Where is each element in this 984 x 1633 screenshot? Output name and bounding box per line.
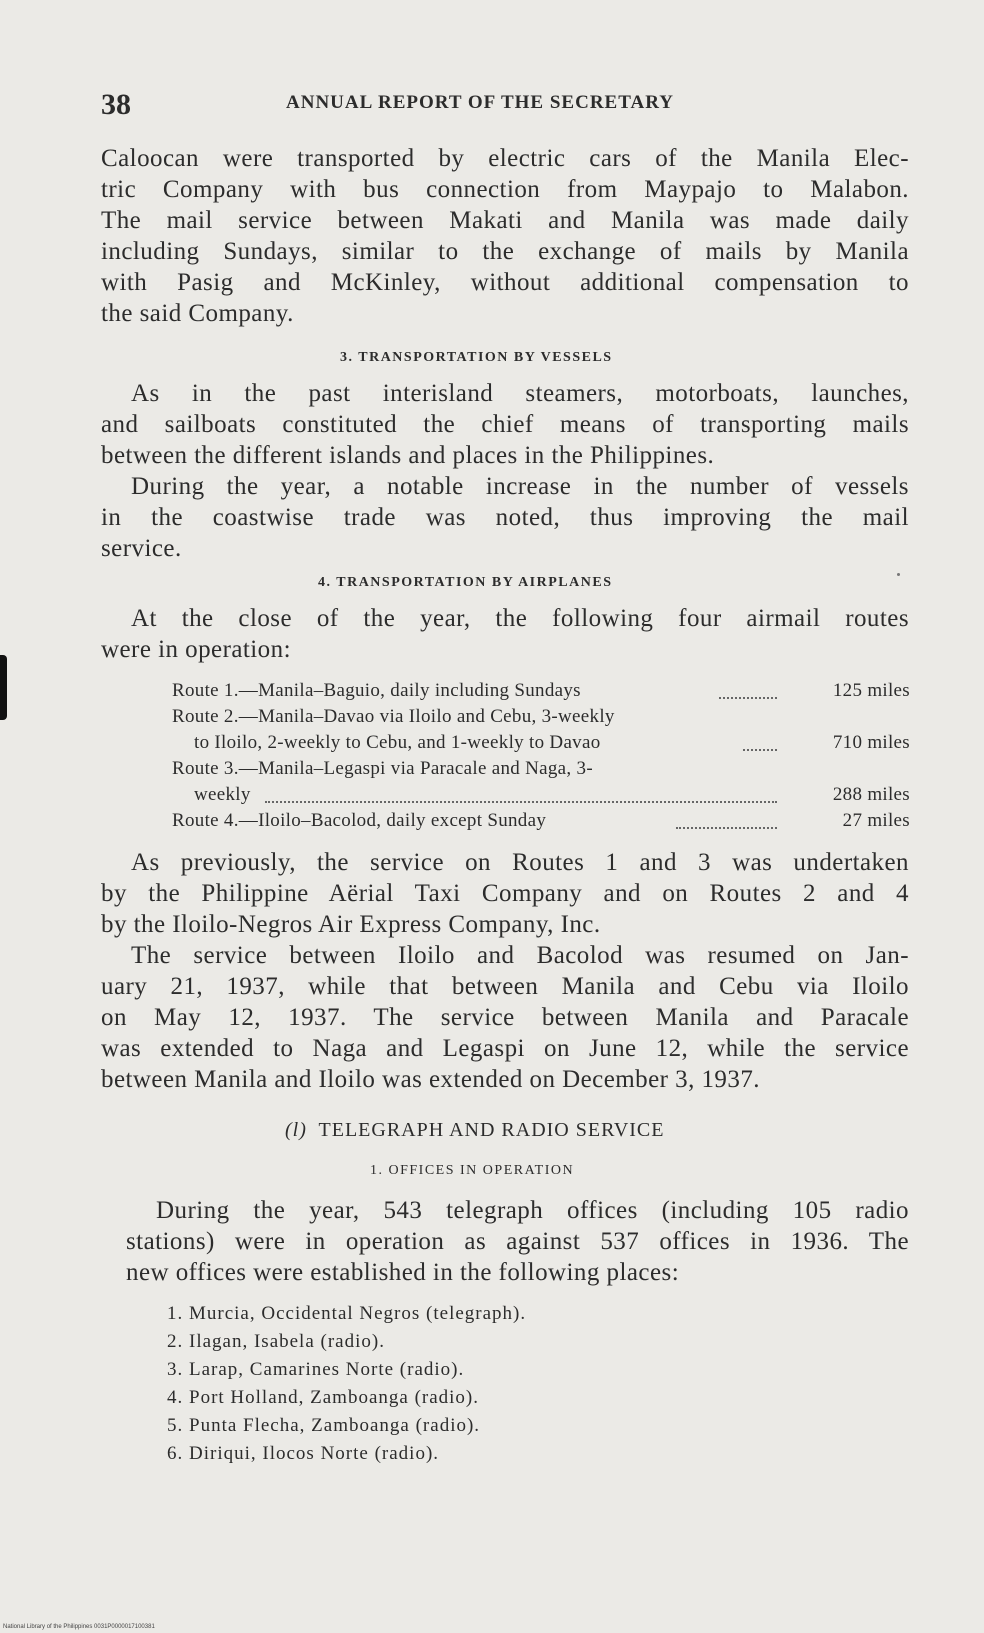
list-item: 5. Punta Flecha, Zamboanga (radio). (167, 1415, 481, 1436)
intro-line-4: including Sundays, similar to the exchange of mails by Manila (101, 238, 909, 265)
leader-dots (743, 749, 777, 751)
route-1-distance: 125 miles (832, 680, 910, 701)
list-item: 2. Ilagan, Isabela (radio). (167, 1331, 385, 1352)
airplanes-line-9: was extended to Naga and Legaspi on June 12, while the service (101, 1035, 909, 1062)
vessels-line-3: between the different islands and places in the Philippines. (101, 442, 715, 469)
airplanes-line-10: between Manila and Iloilo was extended on December 3, 1937. (101, 1066, 760, 1093)
telegraph-line-3: new offices were established in the following places: (126, 1259, 680, 1286)
vessels-line-6: service. (101, 535, 182, 562)
intro-line-1: Caloocan were transported by electric cars of the Manila Elec- (101, 145, 909, 172)
list-item: 4. Port Holland, Zamboanga (radio). (167, 1387, 480, 1408)
route-2-text-2: to Iloilo, 2-weekly to Cebu, and 1-weekly to Davao (194, 732, 601, 753)
list-item: 1. Murcia, Occidental Negros (telegraph). (167, 1303, 527, 1324)
route-1-text: Route 1.—Manila–Baguio, daily including Sundays (172, 680, 581, 701)
list-item: 6. Diriqui, Ilocos Norte (radio). (167, 1443, 440, 1464)
intro-line-2: tric Company with bus connection from Maypajo to Malabon. (101, 176, 909, 203)
vessels-line-2: and sailboats constituted the chief means of transporting mails (101, 411, 909, 438)
intro-line-3: The mail service between Makati and Manila was made daily (101, 207, 909, 234)
section-letter: (l) (285, 1119, 307, 1141)
route-2-text-1: Route 2.—Manila–Davao via Iloilo and Cebu, 3-weekly (172, 706, 615, 727)
airplanes-line-4: by the Philippine Aërial Taxi Company and on Routes 2 and 4 (101, 880, 909, 907)
vessels-line-4: During the year, a notable increase in the number of vessels (131, 473, 909, 500)
vessels-line-5: in the coastwise trade was noted, thus improving the mail (101, 504, 909, 531)
airplanes-line-7: uary 21, 1937, while that between Manila and Cebu via Iloilo (101, 973, 909, 1000)
footer-credit: National Library of the Philippines 0031P0000017100381 (3, 1624, 155, 1630)
subheading-offices: 1. OFFICES IN OPERATION (370, 1163, 575, 1178)
route-4-distance: 27 miles (842, 810, 910, 831)
airplanes-line-3: As previously, the service on Routes 1 and 3 was undertaken (131, 849, 909, 876)
route-3-distance: 288 miles (832, 784, 910, 805)
vessels-line-1: As in the past interisland steamers, motorboats, launches, (131, 380, 909, 407)
leader-dots (676, 827, 777, 829)
leader-dots (719, 697, 777, 699)
scan-binding-mark (0, 655, 7, 720)
intro-line-5: with Pasig and McKinley, without additional compensation to (101, 269, 909, 296)
route-2-distance: 710 miles (832, 732, 910, 753)
running-title: ANNUAL REPORT OF THE SECRETARY (286, 92, 674, 113)
intro-line-6: the said Company. (101, 300, 294, 327)
route-3-text-1: Route 3.—Manila–Legaspi via Paracale and Naga, 3- (172, 758, 593, 779)
section-heading-telegraph (285, 1119, 665, 1142)
airplanes-line-8: on May 12, 1937. The service between Manila and Paracale (101, 1004, 909, 1031)
list-item: 3. Larap, Camarines Norte (radio). (167, 1359, 465, 1380)
airplanes-line-6: The service between Iloilo and Bacolod was resumed on Jan- (131, 942, 909, 969)
airplanes-line-5: by the Iloilo-Negros Air Express Company, Inc. (101, 911, 601, 938)
airplanes-line-2: were in operation: (101, 636, 291, 663)
route-3-text-2: weekly (194, 784, 251, 805)
airplanes-line-1: At the close of the year, the following four airmail routes (131, 605, 909, 632)
page-number: 38 (101, 88, 131, 121)
section-title: TELEGRAPH AND RADIO SERVICE (318, 1119, 665, 1141)
section-heading-vessels: 3. TRANSPORTATION BY VESSELS (340, 350, 613, 365)
leader-dots (265, 801, 777, 803)
scan-speck (897, 573, 900, 576)
telegraph-line-1: During the year, 543 telegraph offices (including 105 radio (156, 1197, 909, 1224)
section-heading-airplanes: 4. TRANSPORTATION BY AIRPLANES (318, 575, 613, 590)
telegraph-line-2: stations) were in operation as against 537 offices in 1936. The (126, 1228, 909, 1255)
route-4-text: Route 4.—Iloilo–Bacolod, daily except Sunday (172, 810, 547, 831)
